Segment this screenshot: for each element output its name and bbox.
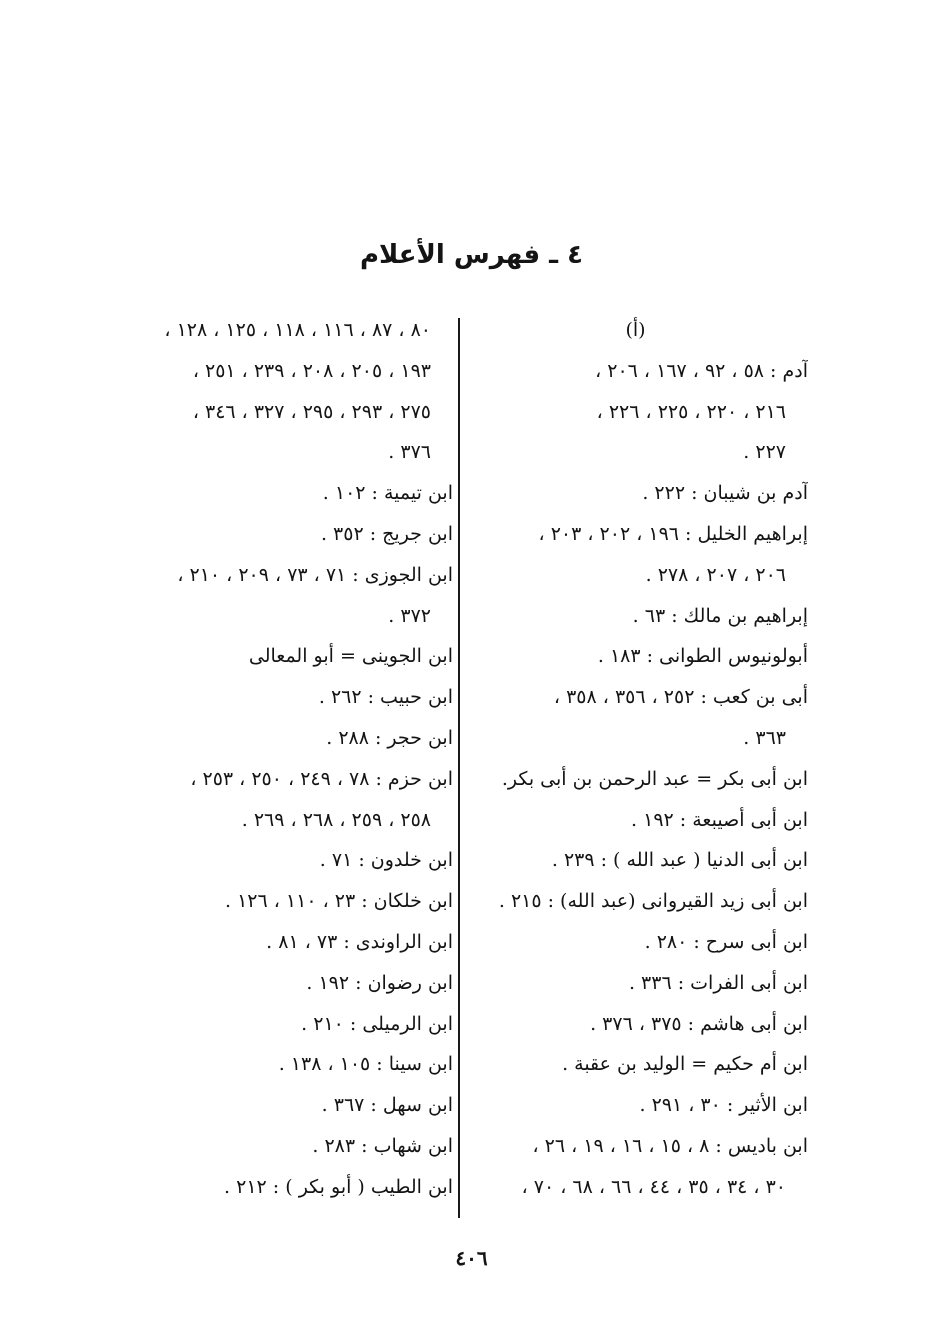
index-entry-line: ابن أبى هاشم : ٣٧٥ ، ٣٧٦ . [590,1012,808,1035]
index-entry-line: ابن أم حكيم = الوليد بن عقبة . [562,1053,808,1076]
index-entry-line: ٢٥٨ ، ٢٥٩ ، ٢٦٨ ، ٢٦٩ . [241,808,431,831]
index-entry-line: ٢٠٦ ، ٢٠٧ ، ٢٧٨ . [645,563,786,586]
index-entry-line: ابن حزم : ٧٨ ، ٢٤٩ ، ٢٥٠ ، ٢٥٣ ، [190,767,453,790]
index-entry-line: ابن تيمية : ١٠٢ . [322,482,453,505]
index-entry-line: ابن سينا : ١٠٥ ، ١٣٨ . [278,1053,453,1076]
index-entry-line: ابن أبى زيد القيروانى (عبد الله) : ٢١٥ . [498,890,808,913]
index-entry-line: ابن أبى بكر = عبد الرحمن بن أبى بكر. [501,767,808,790]
index-entry-line: ٨٠ ، ٨٧ ، ١١٦ ، ١١٨ ، ١٢٥ ، ١٢٨ ، [164,319,431,341]
index-entry-line: ابن أبى سرح : ٢٨٠ . [644,930,808,953]
index-section-heading: (أ) [625,319,646,341]
index-entry-line: آدم : ٥٨ ، ٩٢ ، ١٦٧ ، ٢٠٦ ، [595,359,808,382]
index-entry-line: ١٩٣ ، ٢٠٥ ، ٢٠٨ ، ٢٣٩ ، ٢٥١ ، [192,359,431,382]
index-entry-line: إبراهيم بن مالك : ٦٣ . [632,604,808,627]
index-entry-line: ابن الجوزى : ٧١ ، ٧٣ ، ٢٠٩ ، ٢١٠ ، [177,563,453,586]
index-entry-line: ٣٦٣ . [743,726,786,749]
index-entry-line: ٢١٦ ، ٢٢٠ ، ٢٢٥ ، ٢٢٦ ، [596,400,786,423]
index-entry-line: ابن شهاب : ٢٨٣ . [312,1134,453,1157]
index-column-left [108,310,453,1208]
index-entry-line: ابن خلدون : ٧١ . [319,849,453,872]
index-entry-line: ابن الرميلى : ٢١٠ . [301,1012,453,1035]
index-entry-line: ابن حبيب : ٢٦٢ . [318,686,453,709]
index-entry-line: ابن أبى أصيبعة : ١٩٢ . [631,808,808,831]
index-entry-line: ابن باديس : ٨ ، ١٥ ، ١٦ ، ١٩ ، ٢٦ ، [532,1134,808,1157]
index-column-right [463,310,808,1208]
index-entry-line: ٣٠ ، ٣٤ ، ٣٥ ، ٤٤ ، ٦٦ ، ٦٨ ، ٧٠ ، [521,1175,786,1198]
index-entry-line: إبراهيم الخليل : ١٩٦ ، ٢٠٢ ، ٢٠٣ ، [538,522,808,545]
page-title: ٤ ـ فهرس الأعلام [360,240,583,270]
column-divider [458,318,460,1218]
index-entry-line: ابن الجوينى = أبو المعالى [248,645,453,668]
index-entry-line: ابن جريج : ٣٥٢ . [320,522,453,545]
index-entry-line: ابن الراوندى : ٧٣ ، ٨١ . [266,930,453,953]
index-entry-line: ابن سهل : ٣٦٧ . [321,1094,453,1117]
index-entry-line: ٣٧٢ . [388,604,431,627]
index-entry-line: ابن الأثير : ٣٠ ، ٢٩١ . [639,1094,808,1117]
index-entry-line: ابن أبى الدنيا ( عبد الله ) : ٢٣٩ . [551,849,808,872]
index-entry-line: أبى بن كعب : ٢٥٢ ، ٣٥٦ ، ٣٥٨ ، [553,686,808,709]
index-entry-line: ٢٢٧ . [743,441,786,464]
index-entry-line: ٣٧٦ . [388,441,431,464]
index-entry-line: أبولونيوس الطوانى : ١٨٣ . [597,645,808,668]
index-entry-line: ابن الطيب ( أبو بكر ) : ٢١٢ . [224,1175,453,1198]
index-entry-line: ابن أبى الفرات : ٣٣٦ . [628,971,808,994]
index-entry-line: ابن رضوان : ١٩٢ . [306,971,453,994]
index-entry-line: آدم بن شيبان : ٢٢٢ . [642,482,808,505]
index-entry-line: ٢٧٥ ، ٢٩٣ ، ٢٩٥ ، ٣٢٧ ، ٣٤٦ ، [192,400,431,423]
page-number: ٤٠٦ [455,1246,488,1270]
index-entry-line: ابن خلكان : ٢٣ ، ١١٠ ، ١٢٦ . [224,890,453,913]
index-entry-line: ابن حجر : ٢٨٨ . [326,726,453,749]
